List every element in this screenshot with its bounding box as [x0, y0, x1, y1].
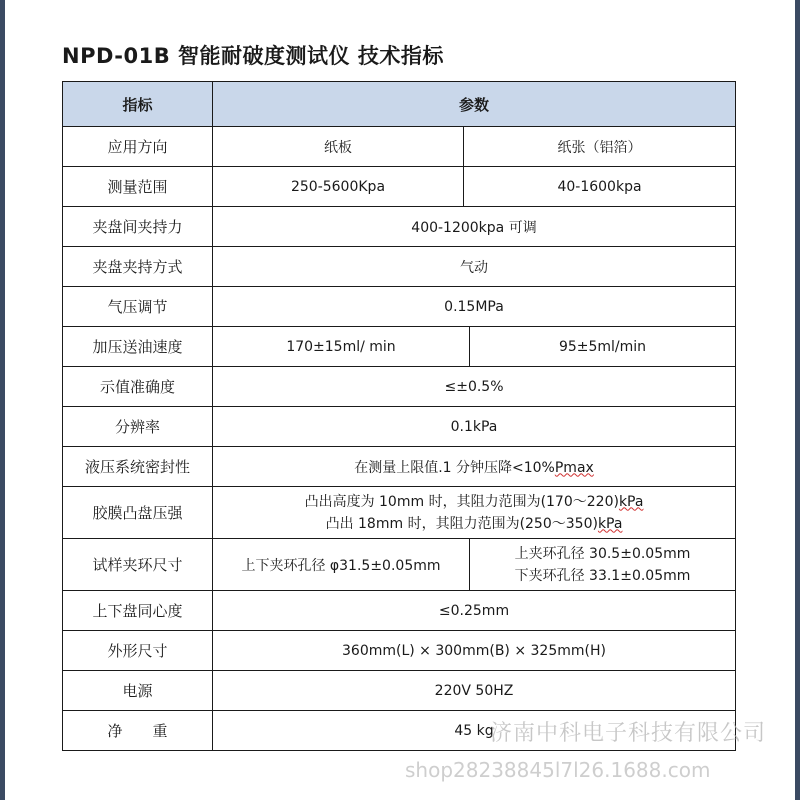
row-label: 夹盘夹持方式 [63, 247, 213, 287]
page-title: NPD-01B 智能耐破度测试仪 技术指标 [62, 44, 444, 68]
row-label: 电源 [63, 671, 213, 711]
table-row [63, 127, 736, 167]
row-label: 加压送油速度 [63, 327, 213, 367]
watermark-company: 济南中科电子科技有限公司 [490, 721, 767, 746]
value-line-2: 下夹环孔径 33.1±0.05mm [514, 567, 691, 584]
table-row [63, 539, 736, 591]
row-label: 上下盘同心度 [63, 591, 213, 631]
row-value: 360mm(L) × 300mm(B) × 325mm(H) [213, 631, 736, 671]
header-parameter: 参数 [213, 82, 736, 127]
row-label: 液压系统密封性 [63, 447, 213, 487]
row-value-a: 250-5600Kpa [213, 167, 464, 207]
watermark-shop: shop28238845l7l26.1688.com [405, 758, 711, 782]
header-indicator: 指标 [63, 82, 213, 127]
table-row [63, 327, 736, 367]
row-value: ≤0.25mm [213, 591, 736, 631]
row-value: ≤±0.5% [213, 367, 736, 407]
row-label: 净 重 [63, 711, 213, 751]
table-row [63, 207, 736, 247]
spec-table [62, 81, 736, 751]
value-text: 在测量上限值.1 分钟压降<10% [354, 459, 555, 476]
row-value: 400-1200kpa 可调 [213, 207, 736, 247]
value-line-2 [217, 513, 731, 535]
value-text: 凸出 18mm 时，其阻力范围为(250～350) [325, 515, 598, 532]
row-value-b: 95±5ml/min [470, 327, 736, 367]
row-value: 气动 [213, 247, 736, 287]
value-unit: kPa [618, 493, 644, 510]
row-value: 45 kg [213, 711, 736, 751]
table-row [63, 367, 736, 407]
table-row [63, 167, 736, 207]
value-unit: kPa [597, 515, 623, 532]
table-row [63, 631, 736, 671]
value-unit: Pmax [554, 459, 594, 476]
value-line-1 [217, 491, 731, 513]
row-label: 示值准确度 [63, 367, 213, 407]
row-value [213, 447, 736, 487]
table-row [63, 287, 736, 327]
row-value: 220V 50HZ [213, 671, 736, 711]
row-value: 0.15MPa [213, 287, 736, 327]
row-value-a: 170±15ml/ min [213, 327, 470, 367]
table-row [63, 591, 736, 631]
row-value-b: 纸张（铝箔） [464, 127, 736, 167]
row-label: 夹盘间夹持力 [63, 207, 213, 247]
table-row [63, 407, 736, 447]
row-label: 测量范围 [63, 167, 213, 207]
row-label: 应用方向 [63, 127, 213, 167]
value-text: 凸出高度为 10mm 时，其阻力范围为(170～220) [304, 493, 619, 510]
table-row [63, 247, 736, 287]
row-label: 气压调节 [63, 287, 213, 327]
row-value-b [470, 539, 736, 591]
row-label: 分辨率 [63, 407, 213, 447]
table-row [63, 487, 736, 539]
row-value-b: 40-1600kpa [464, 167, 736, 207]
row-value: 0.1kPa [213, 407, 736, 447]
row-value [213, 487, 736, 539]
row-label: 胶膜凸盘压强 [63, 487, 213, 539]
table-row [63, 671, 736, 711]
table-row [63, 447, 736, 487]
row-value-a: 纸板 [213, 127, 464, 167]
row-value-a: 上下夹环孔径 φ31.5±0.05mm [213, 539, 470, 591]
row-label: 试样夹环尺寸 [63, 539, 213, 591]
value-line-1: 上夹环孔径 30.5±0.05mm [514, 545, 691, 562]
table-header-row [63, 82, 736, 127]
row-label: 外形尺寸 [63, 631, 213, 671]
